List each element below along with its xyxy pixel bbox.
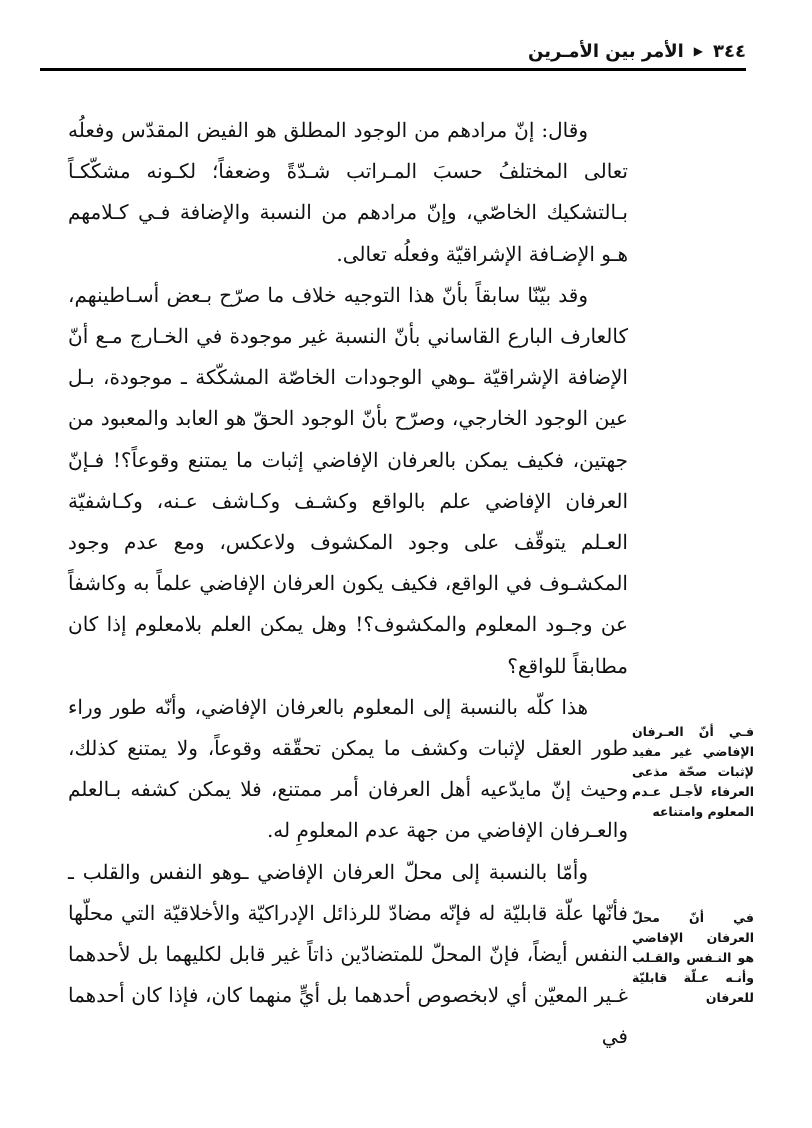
page-number: ٣٤٤: [713, 40, 746, 62]
margin-note-2: في أنّ محلّ العرفان الإفاضي هو النـفس والقـلب وأنـه عـلّة قابليّة للعرفان: [632, 910, 754, 1005]
page-header: [40, 36, 746, 66]
paragraph-4: وأمّا بالنسبة إلى محلّ العرفان الإفاضي ـوهو النفس والقلب ـ فأنّها علّة قابليّة له فإنّه مضادّ للرذائل الإدراكيّة والأخلاقيّة التي محلّها النفس أيضاً، فإنّ المحلّ للمتضادّين ذاتاً غير قابل لكليهما بل لأحدهما غـير المعيّن أي لابخصوص أحدهما بل أيٍّ منهما كان، فإذا كان أحدهما في: [68, 859, 628, 1049]
triangle-marker-icon: ▶: [693, 44, 704, 58]
running-title: الأمر بين الأمـرين: [528, 40, 684, 62]
header-rule: [40, 68, 746, 71]
main-text: [68, 110, 628, 1058]
paragraph-2: وقد بيّنّا سابقاً بأنّ هذا التوجيه خلاف ما صرّح بـعض أسـاطينهم، كالعارف البارع القاساني بأنّ النسبة غير موجودة في الخـارج مـع أنّ الإضافة الإشراقيّة ـوهي الوجودات الخاصّة المشكّكة ـ موجودة، بـل عين الوجود الخارجي، وصرّح بأنّ الوجود الحقّ هو العابد والمعبود من جهتين، فكيف يمكن بالعرفان الإفاضي إثبات ما يمتنع وقوعاً؟! فـإنّ العرفان الإفاضي علم بالواقع وكشـف وكـاشف عـنه، وكـاشفيّة العـلم يتوقّف على وجود المكشوف ولاعكس، ومع عدم وجود المكشـوف في الواقع، فكيف يكون العرفان الإفاضي علماً به وكاشفاً عن وجـود المعلوم والمكشوف؟! وهل يمكن العلم بلامعلوم إذا كان مطابقاً للواقع؟: [68, 282, 628, 678]
margin-note-1: فـي أنّ العـرفان الإفاضي غير مفيد لإثبات صحّة مذعى العرفاء لأجـل عـدم المعلوم وامتناعه: [632, 724, 754, 819]
paragraph-3: هذا كلّه بالنسبة إلى المعلوم بالعرفان الإفاضي، وأنّه طور وراء طور العقل لإثبات وكشف ما يمكن تحقّقه وقوعاً، ولا يمتنع كذلك، وحيث إنّ مايدّعيه أهل العرفان أمر ممتنع، فلا يمكن كشفه بـالعلم والعـرفان الإفاضي من جهة عدم المعلومِ له.: [68, 694, 628, 843]
paragraph-1: وقال: إنّ مرادهم من الوجود المطلق هو الفيض المقدّس وفعلُه تعالى المختلفُ حسبَ المـراتب شـدّةً وضعفاً؛ لكـونه مشكّكـاً بـالتشكيك الخاصّي، وإنّ مرادهم من النسبة والإضافة فـي كـلامهم هـو الإضـافة الإشراقيّة وفعلُه تعالى.: [68, 118, 628, 266]
